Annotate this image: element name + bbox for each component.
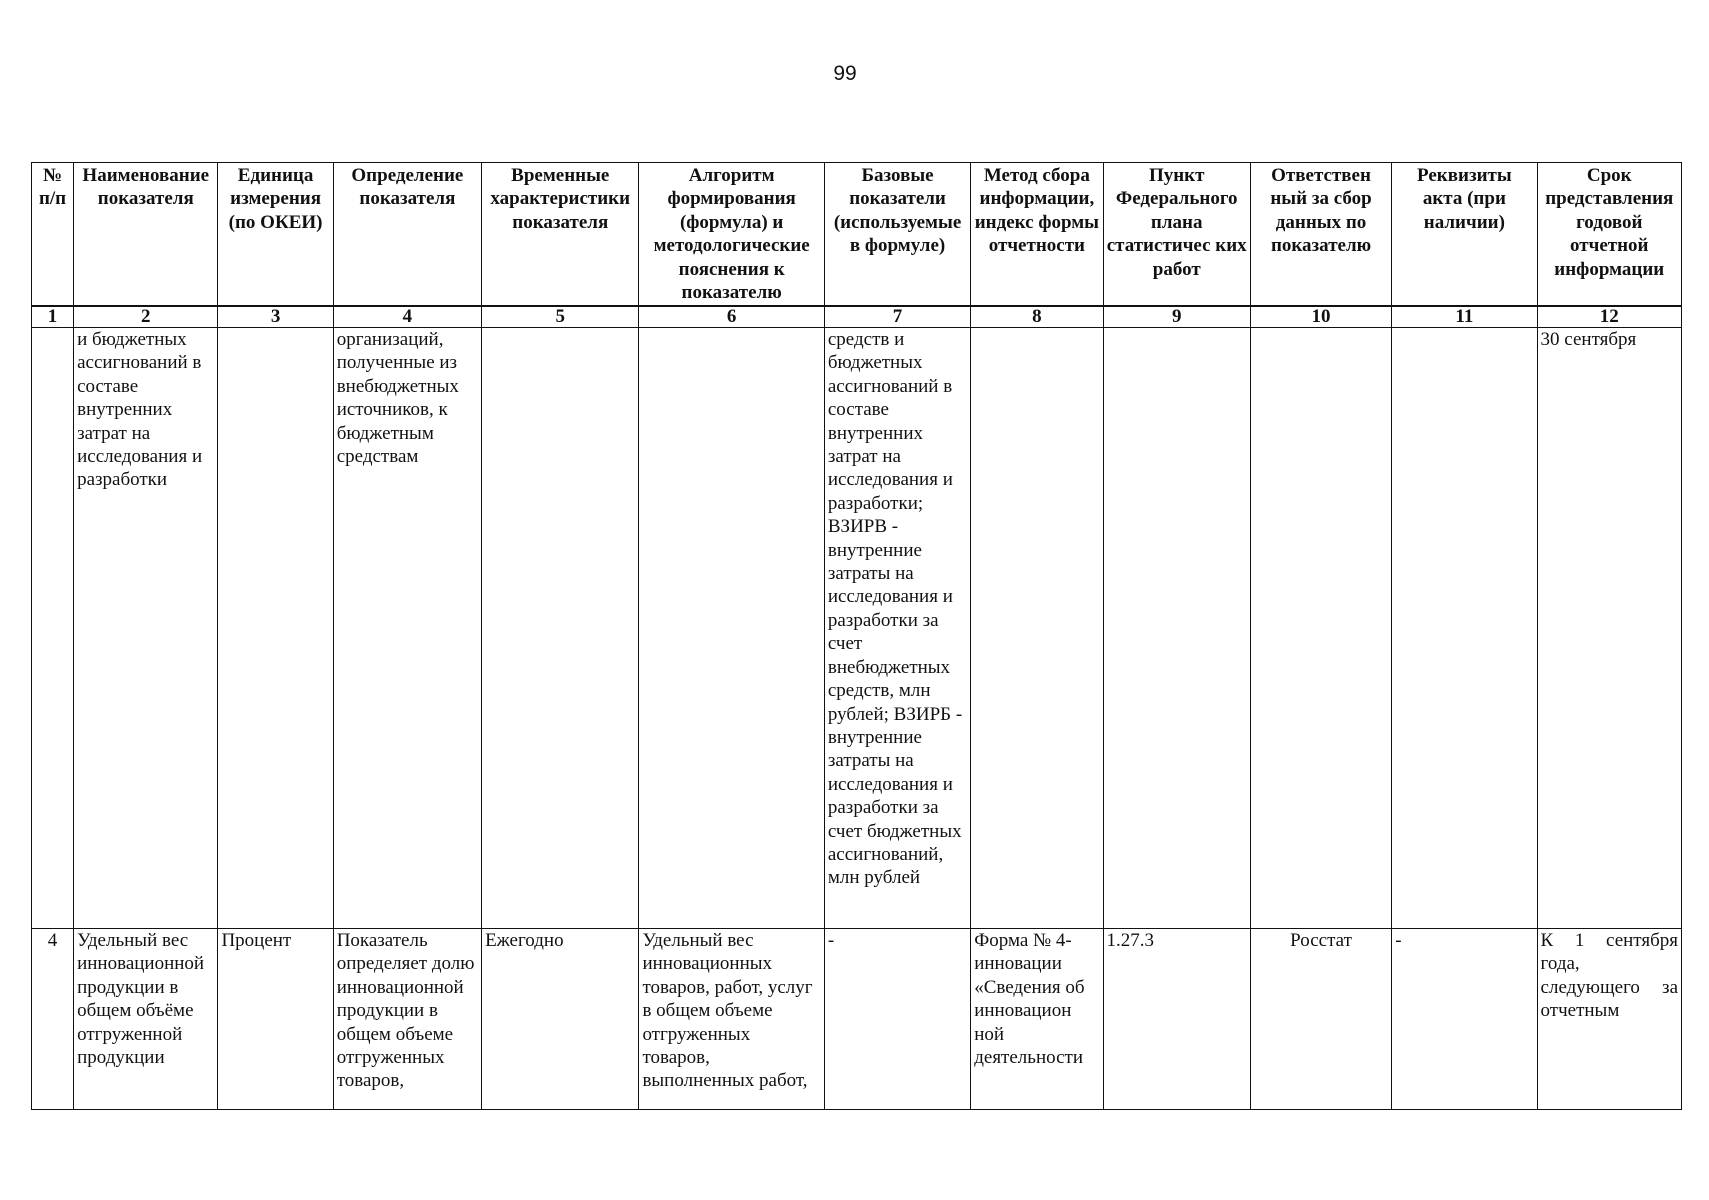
header-cell-algorithm: Алгоритм формирования (формула) и методологические пояснения к показателю <box>639 163 824 307</box>
table-row <box>32 929 1682 1110</box>
table-cell <box>1250 328 1391 929</box>
table-cell: - <box>1392 929 1537 1110</box>
column-number: 4 <box>333 306 481 328</box>
table-cell <box>32 328 74 929</box>
table-cell: - <box>824 929 970 1110</box>
table-row <box>32 328 1682 929</box>
table-cell <box>218 328 333 929</box>
table-cell <box>971 328 1103 929</box>
table-cell <box>1103 328 1250 929</box>
header-cell-no: № п/п <box>32 163 74 307</box>
table-cell: Ежегодно <box>482 929 639 1110</box>
column-number: 5 <box>482 306 639 328</box>
header-cell-deadline: Срок представления годовой отчетной информации <box>1537 163 1681 307</box>
table-cell <box>1392 328 1537 929</box>
table-cell: средств и бюджетных ассигнований в составе внутренних затрат на исследования и разработки; ВЗИРВ - внутренние затраты на исследования и разработки за счет внебюджетных средств, млн рублей; ВЗИРБ - внутренние затраты на исследования и разработки за счет бюджетных ассигнований, млн рублей <box>824 328 970 929</box>
header-cell-definition: Определение показателя <box>333 163 481 307</box>
table-cell: Процент <box>218 929 333 1110</box>
column-number: 10 <box>1250 306 1391 328</box>
table-cell: Форма № 4-инновации «Сведения об инновацион ной деятельности <box>971 929 1103 1110</box>
header-cell-unit: Единица измерения (по ОКЕИ) <box>218 163 333 307</box>
table-cell <box>639 328 824 929</box>
header-cell-plan-item: Пункт Федерального плана статистичес ких работ <box>1103 163 1250 307</box>
table-cell <box>482 328 639 929</box>
page-number: 99 <box>833 62 857 85</box>
column-number: 12 <box>1537 306 1681 328</box>
column-number-row <box>32 306 1682 328</box>
column-number: 7 <box>824 306 970 328</box>
header-cell-responsible: Ответствен ный за сбор данных по показателю <box>1250 163 1391 307</box>
column-number: 11 <box>1392 306 1537 328</box>
header-cell-act: Реквизиты акта (при наличии) <box>1392 163 1537 307</box>
header-cell-method: Метод сбора информации, индекс формы отчетности <box>971 163 1103 307</box>
table-cell: Удельный вес инновационных товаров, работ, услуг в общем объеме отгруженных товаров, выполненных работ, <box>639 929 824 1110</box>
indicator-table <box>31 162 1682 1110</box>
table-cell: 1.27.3 <box>1103 929 1250 1110</box>
column-number: 2 <box>74 306 218 328</box>
table-cell: организаций, полученные из внебюджетных источников, к бюджетным средствам <box>333 328 481 929</box>
column-number: 6 <box>639 306 824 328</box>
header-cell-time: Временные характеристики показателя <box>482 163 639 307</box>
table-cell: Показатель определяет долю инновационной продукции в общем объеме отгруженных товаров, <box>333 929 481 1110</box>
table-cell: 30 сентября <box>1537 328 1681 929</box>
table-cell: К 1 сентября года, следующего за отчетным <box>1537 929 1681 1110</box>
column-number: 8 <box>971 306 1103 328</box>
column-number: 9 <box>1103 306 1250 328</box>
header-row <box>32 163 1682 307</box>
column-number: 3 <box>218 306 333 328</box>
table-cell: и бюджетных ассигнований в составе внутренних затрат на исследования и разработки <box>74 328 218 929</box>
table-cell: Удельный вес инновационной продукции в общем объёме отгруженной продукции <box>74 929 218 1110</box>
header-cell-name: Наименование показателя <box>74 163 218 307</box>
column-number: 1 <box>32 306 74 328</box>
table-cell: Росстат <box>1250 929 1391 1110</box>
header-cell-base: Базовые показатели (используемые в формуле) <box>824 163 970 307</box>
table-cell: 4 <box>32 929 74 1110</box>
